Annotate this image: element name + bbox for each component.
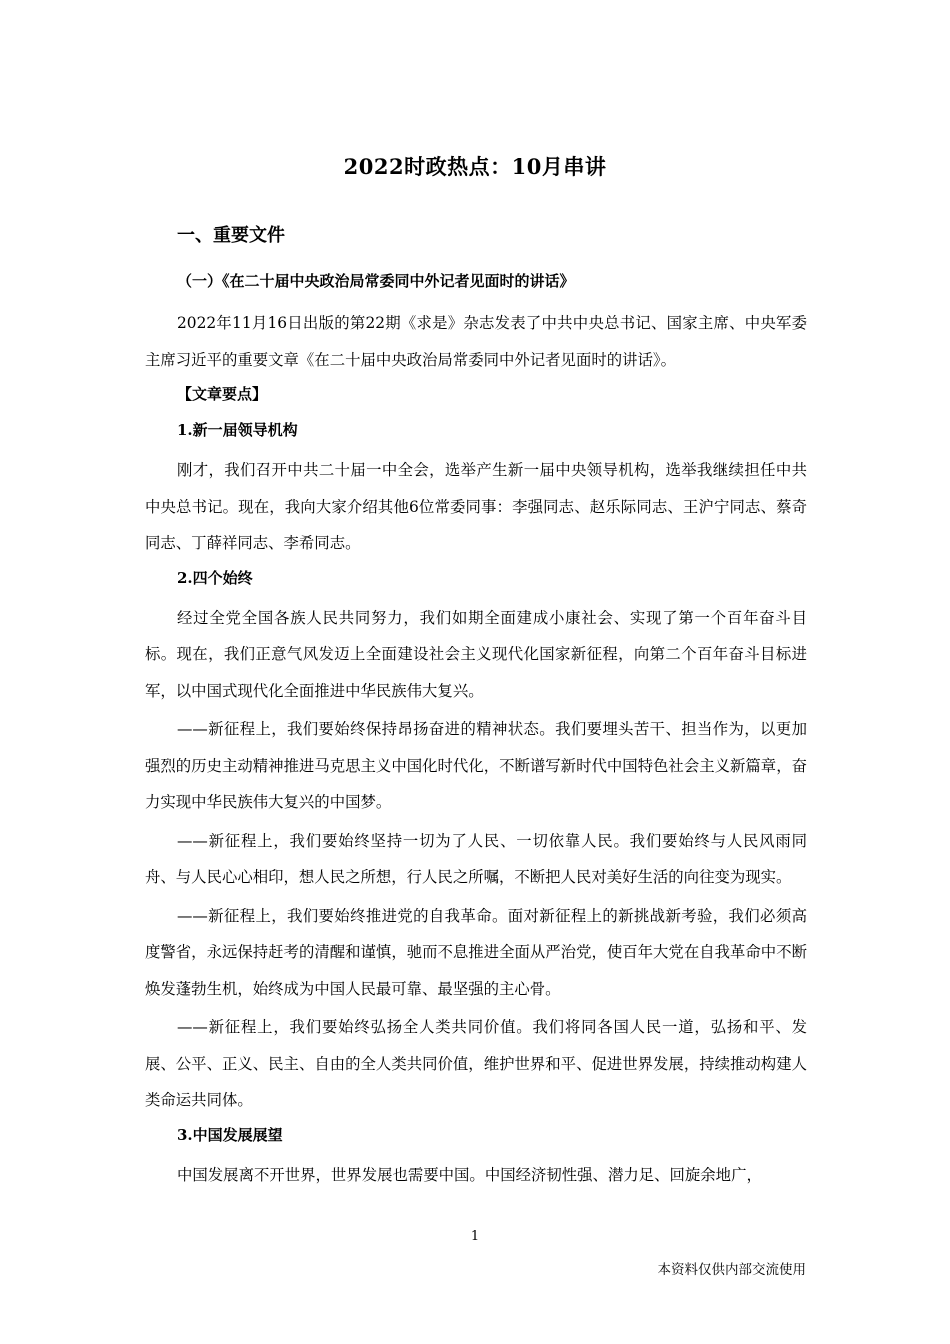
paragraph: ——新征程上，我们要始终坚持一切为了人民、一切依靠人民。我们要始终与人民风雨同舟、与人民心心相印，想人民之所想，行人民之所嘱，不断把人民对美好生活的向往变为现实。 — [145, 831, 807, 886]
point-heading-outlook: 3.中国发展展望 — [177, 1125, 283, 1144]
intro-paragraph: 2022年11月16日出版的第22期《求是》杂志发表了中共中央总书记、国家主席、中央军委主席习近平的重要文章《在二十届中央政治局常委同中外记者见面时的讲话》。 — [145, 314, 807, 369]
paragraph: 刚才，我们召开中共二十届一中全会，选举产生新一届中央领导机构，选举我继续担任中共中央总书记。现在，我向大家介绍其他6位常委同事：李强同志、赵乐际同志、王沪宁同志、蔡奇同志、丁薛祥同志、李希同志。 — [145, 461, 807, 552]
document-body — [145, 222, 807, 1195]
document-title: 2022时政热点：10月串讲 — [343, 154, 607, 179]
key-points-label: 【文章要点】 — [177, 385, 268, 403]
paragraph: 经过全党全国各族人民共同努力，我们如期全面建成小康社会、实现了第一个百年奋斗目标。现在，我们正意气风发迈上全面建设社会主义现代化国家新征程，向第二个百年奋斗目标进军，以中国式现代化全面推进中华民族伟大复兴。 — [145, 608, 807, 700]
paragraph: 中国发展离不开世界，世界发展也需要中国。中国经济韧性强、潜力足、回旋余地广， — [177, 1165, 762, 1184]
page-number: 1 — [470, 1229, 480, 1244]
point-heading-four-always: 2.四个始终 — [177, 568, 253, 587]
footer-note: 本资料仅供内部交流使用 — [657, 1262, 806, 1278]
article-heading: （一）《在二十届中央政治局常委同中外记者见面时的讲话》 — [177, 272, 575, 290]
paragraph: ——新征程上，我们要始终推进党的自我革命。面对新征程上的新挑战新考验，我们必须高度警省，永远保持赶考的清醒和谨慎，驰而不息推进全面从严治党，使百年大党在自我革命中不断焕发蓬勃生机，始终成为中国人民最可靠、最坚强的主心骨。 — [145, 906, 807, 998]
section-heading: 一、重要文件 — [177, 225, 285, 246]
point-heading-leadership: 1.新一届领导机构 — [177, 421, 298, 439]
paragraph: ——新征程上，我们要始终保持昂扬奋进的精神状态。我们要埋头苦干、担当作为，以更加强烈的历史主动精神推进马克思主义中国化时代化，不断谱写新时代中国特色社会主义新篇章，奋力实现中华民族伟大复兴的中国梦。 — [145, 720, 807, 811]
paragraph: ——新征程上，我们要始终弘扬全人类共同价值。我们将同各国人民一道，弘扬和平、发展、公平、正义、民主、自由的全人类共同价值，维护世界和平、促进世界发展，持续推动构建人类命运共同体。 — [145, 1018, 807, 1109]
